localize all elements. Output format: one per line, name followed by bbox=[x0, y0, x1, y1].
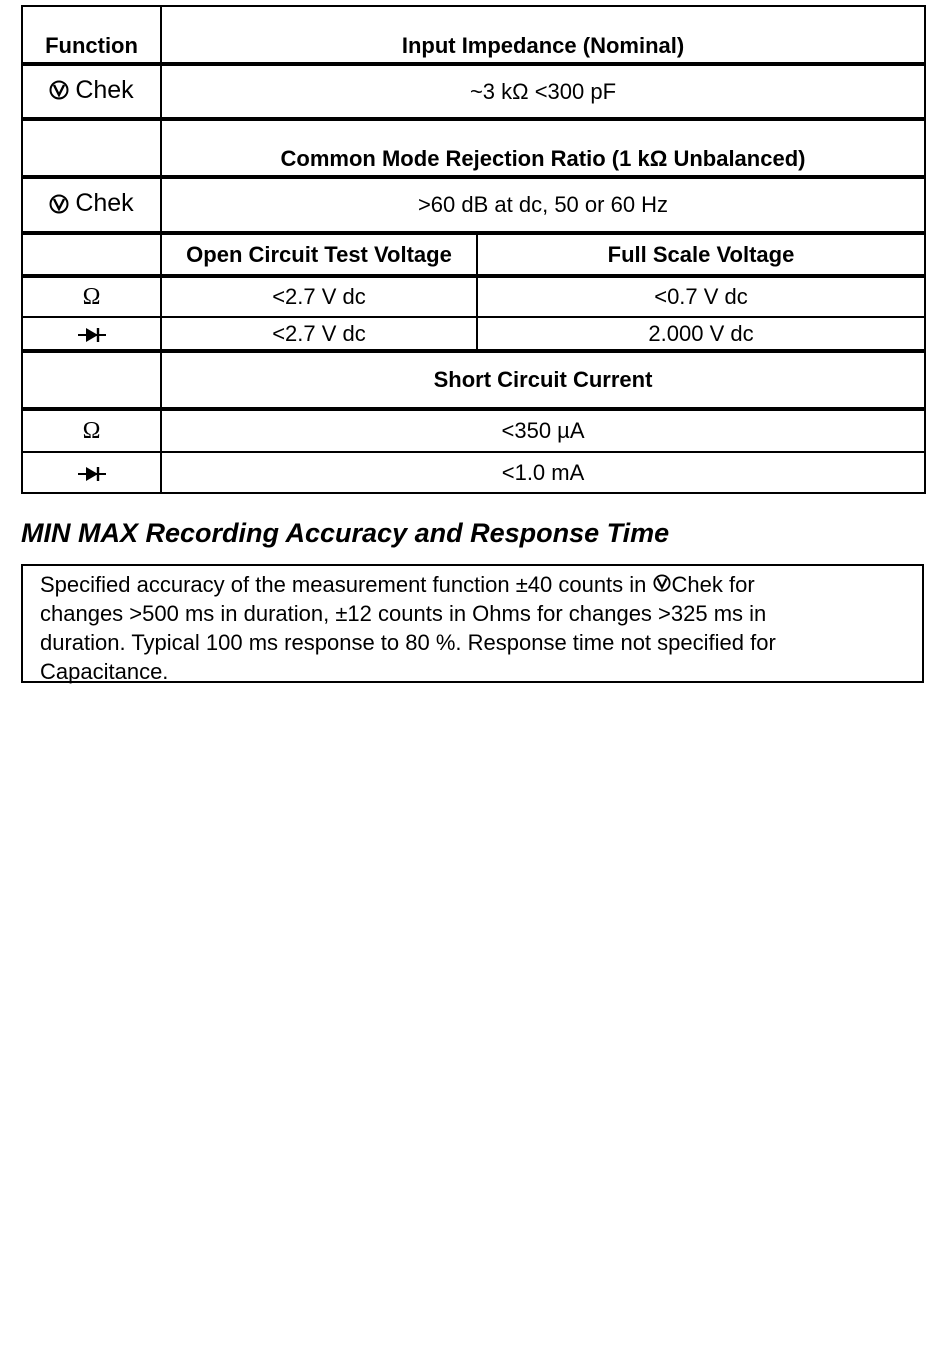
ohm-symbol-cell: Ω bbox=[22, 276, 161, 317]
diode-open-circuit-value: <2.7 V dc bbox=[161, 317, 477, 351]
diode-icon bbox=[78, 466, 106, 482]
open-circuit-header: Open Circuit Test Voltage bbox=[161, 233, 477, 276]
minmax-note-box bbox=[21, 564, 924, 683]
full-scale-header: Full Scale Voltage bbox=[477, 233, 925, 276]
diode-symbol-cell bbox=[22, 317, 161, 351]
vchek-icon bbox=[49, 194, 69, 214]
diode-symbol-cell bbox=[22, 452, 161, 493]
vchek-icon bbox=[49, 80, 69, 100]
input-impedance-value: ~3 kΩ <300 pF bbox=[161, 64, 925, 119]
function-header: Function bbox=[22, 6, 161, 64]
input-impedance-header: Input Impedance (Nominal) bbox=[161, 6, 925, 64]
note-line1-pre: Specified accuracy of the measurement function ±40 counts in bbox=[40, 572, 653, 597]
vchek-label: Chek bbox=[75, 189, 134, 218]
note-line3: duration. Typical 100 ms response to 80 %. Response time not specified for bbox=[40, 630, 776, 655]
ohm-full-scale-value: <0.7 V dc bbox=[477, 276, 925, 317]
empty-function-cell bbox=[22, 119, 161, 177]
ohm-open-circuit-value: <2.7 V dc bbox=[161, 276, 477, 317]
vchek-icon bbox=[653, 574, 671, 592]
cmrr-header: Common Mode Rejection Ratio (1 kΩ Unbalanced) bbox=[161, 119, 925, 177]
vchek-function-cell bbox=[22, 177, 161, 233]
diode-icon bbox=[78, 327, 106, 343]
empty-function-cell bbox=[22, 351, 161, 409]
short-circuit-header: Short Circuit Current bbox=[161, 351, 925, 409]
ohm-short-circuit-value: <350 µA bbox=[161, 409, 925, 452]
ohm-symbol-cell: Ω bbox=[22, 409, 161, 452]
vchek-function-cell bbox=[22, 64, 161, 119]
specification-table bbox=[21, 5, 926, 494]
note-line1-post: Chek for bbox=[671, 572, 755, 597]
diode-full-scale-value: 2.000 V dc bbox=[477, 317, 925, 351]
vchek-label: Chek bbox=[75, 75, 134, 104]
note-line4: Capacitance. bbox=[40, 659, 169, 684]
minmax-section-title: MIN MAX Recording Accuracy and Response Time bbox=[21, 518, 670, 548]
note-line2: changes >500 ms in duration, ±12 counts in Ohms for changes >325 ms in bbox=[40, 601, 767, 626]
empty-function-cell bbox=[22, 233, 161, 276]
diode-short-circuit-value: <1.0 mA bbox=[161, 452, 925, 493]
note-line bbox=[40, 570, 906, 599]
cmrr-value: >60 dB at dc, 50 or 60 Hz bbox=[161, 177, 925, 233]
